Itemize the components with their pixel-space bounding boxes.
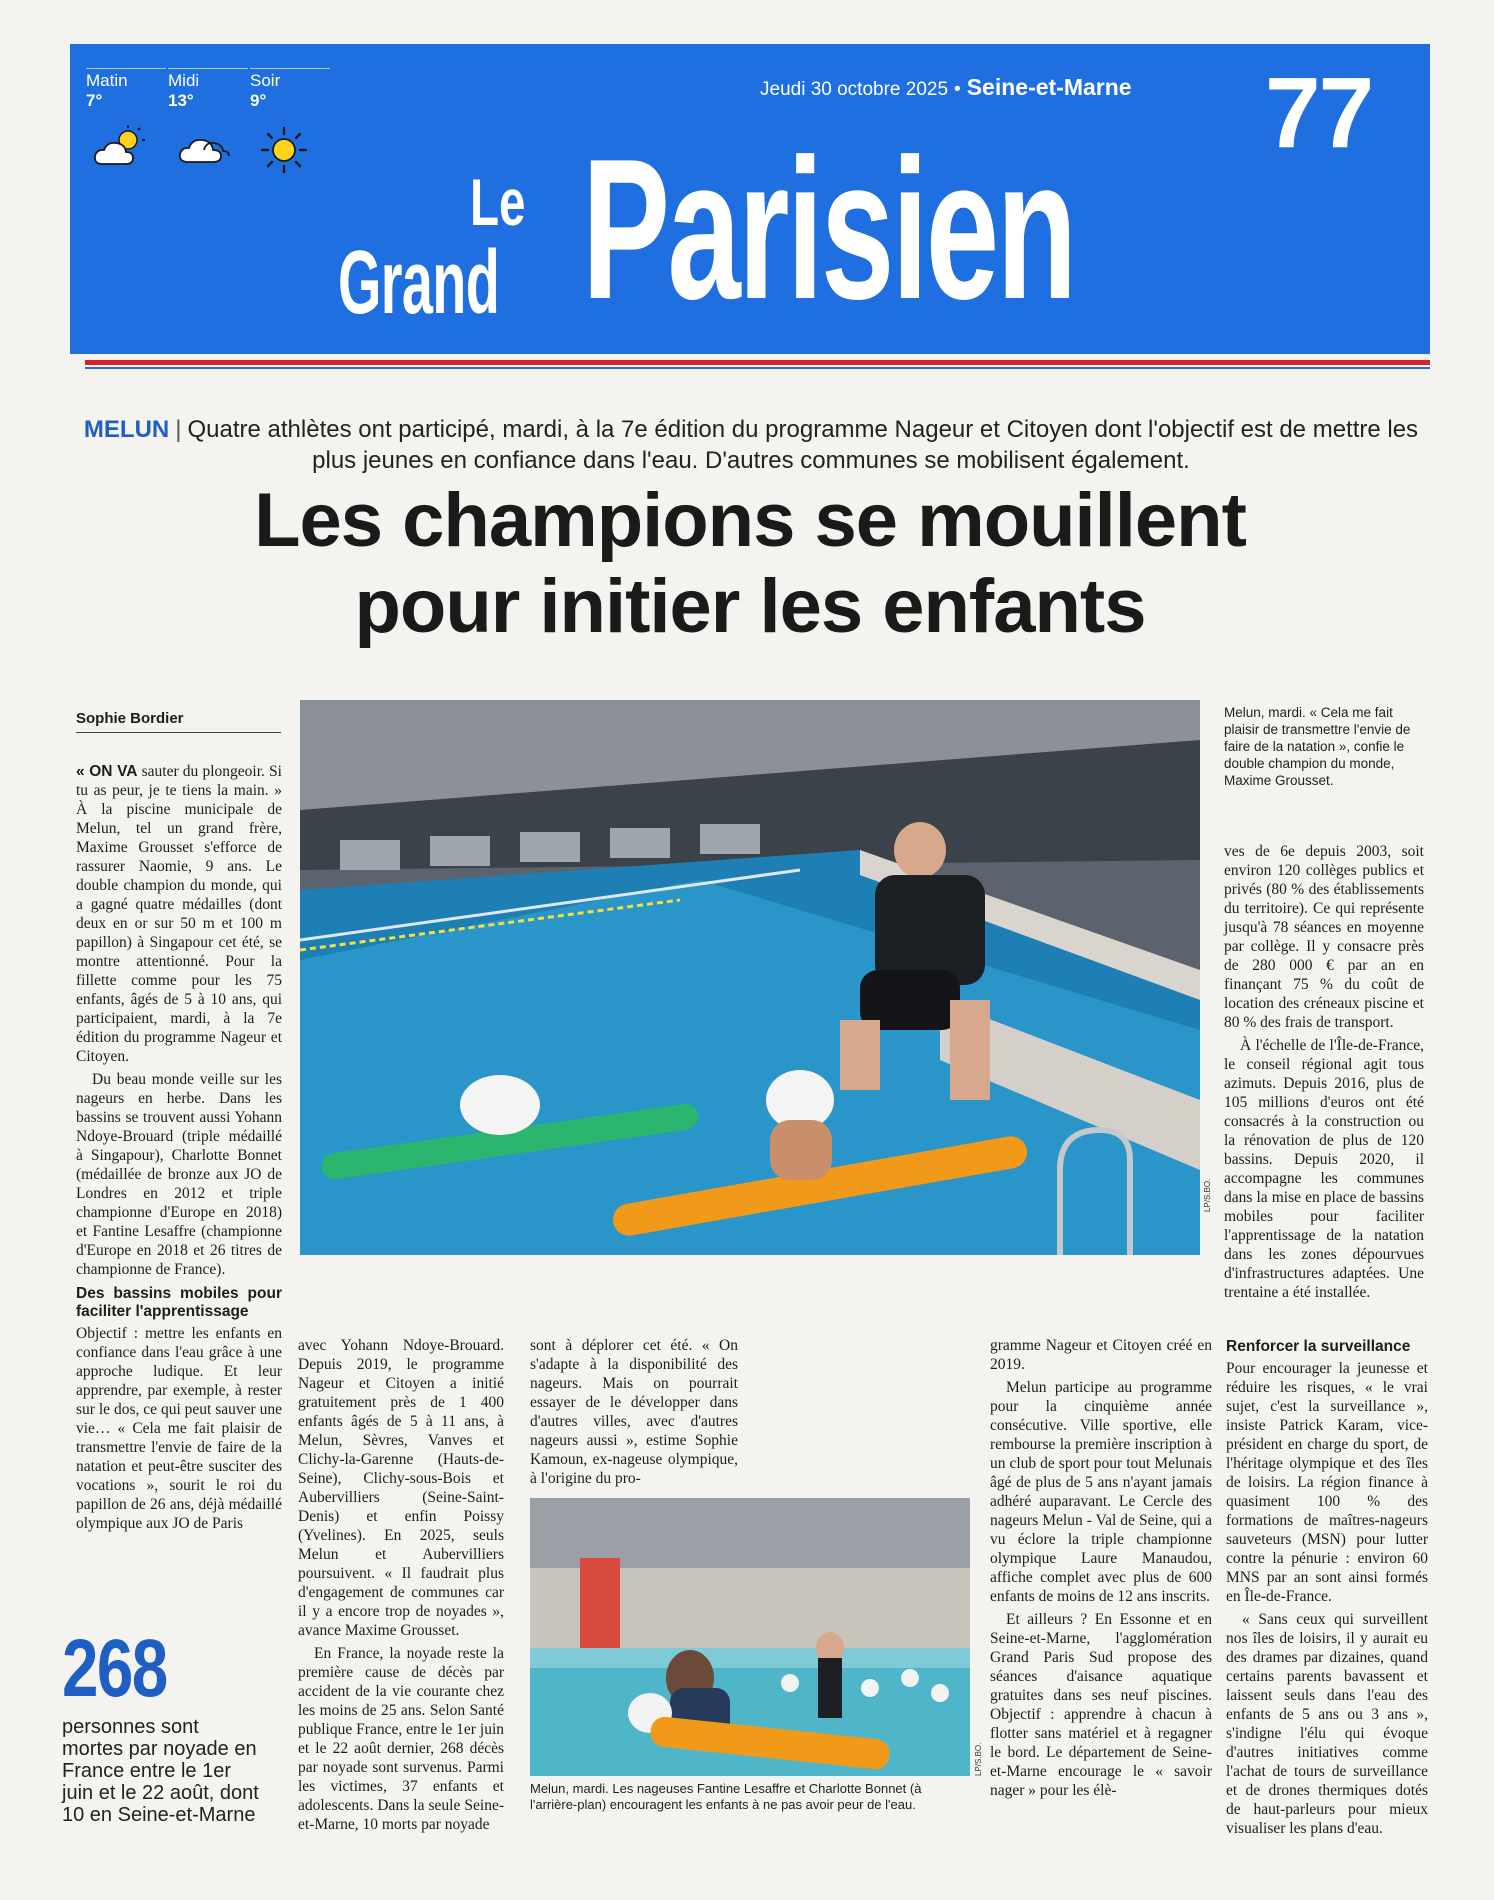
subhead: Renforcer la surveillance — [1226, 1338, 1411, 1355]
headline-line-2: pour initier les enfants — [354, 564, 1146, 649]
partly-cloudy-icon — [92, 124, 152, 174]
paragraph: Objectif : mettre les enfants en confiance dans l'eau grâce à une approche ludique. Et leur apprendre, par exemple, à rester sur le dos, ce qui peut sauver une vie… « Cela me fait plaisir de transmettre l'envie de faire de la natation et peut-être susciter des vocations », sourit le roi du papillon de 26 ans, déjà médaillé olympique aux JO de Paris — [76, 1325, 282, 1532]
paragraph: Pour encourager la jeunesse et réduire les risques, « le vrai sujet, c'est la surveillance », insiste Patrick Karam, vice-président en charge du sport, de l'héritage olympique et des îles de loisirs. La région finance à quasiment 100 % des formations de maîtres-nageurs sauveteurs (MSN) pour lutter contre la pénurie : environ 60 MNS par an sont ainsi formés en Île-de-France. — [1226, 1360, 1428, 1605]
article-column-5-top — [1224, 842, 1424, 1306]
cloud-icon — [174, 124, 234, 174]
paragraph: sont à déplorer cet été. « On s'adapte à la disponibilité des nageurs. Mais on pourrait essayer de le développer dans d'autres villes, avec d'autres nageurs aussi », estime Sophie Kamoun, ex-nageuse olympique, à l'origine du pro- — [530, 1337, 738, 1487]
weather-label: Soir — [250, 68, 330, 91]
article-column-4 — [990, 1336, 1212, 1804]
dateline-separator: • — [954, 79, 961, 100]
kicker-separator: | — [175, 416, 182, 443]
paragraph: Du beau monde veille sur les nageurs en herbe. Dans les bassins se trouvent aussi Yohann Ndoye-Brouard (triple médaillé à Singapour), Charlotte Bonnet (médaillée de bronze aux JO de Londres en 2012 et triple championne d'Europe en 2018) et Fantine Lesaffre (championne d'Europe en 2018 et 26 titres de championne de France). — [76, 1071, 282, 1278]
paragraph: ves de 6e depuis 2003, soit environ 120 collèges publics et privés (80 % des établissements du territoire). Ce qui représente jusqu'à 78 séances en moyenne par collège. Il y consacre près de 280 000 € par an en finançant 75 % du coût de location des créneaux piscine et 80 % des frais de transport. — [1224, 843, 1424, 1031]
weather-temp: 13° — [168, 91, 194, 110]
paragraph: En France, la noyade reste la première cause de décès par accident de la vie courante chez les moins de 25 ans. Selon Santé publique France, entre le 1er juin et le 22 août dernier, 268 décès par noyade sont survenus. Parmi les victimes, 37 enfants et adolescents. Dans la seule Seine-et-Marne, 10 morts par noyade — [298, 1645, 504, 1833]
weather-temp: 9° — [250, 91, 267, 110]
main-photo — [300, 700, 1200, 1255]
article-deck — [76, 414, 1426, 476]
weather-noon — [168, 68, 248, 188]
masthead-rule-red — [85, 360, 1430, 365]
dateline — [760, 74, 1330, 101]
logo-grand: Grand — [338, 233, 500, 333]
lead-in: « ON VA — [76, 763, 138, 780]
article-column-2 — [298, 1336, 504, 1838]
weather-temp: 7° — [86, 91, 103, 110]
article-column-3 — [530, 1336, 738, 1492]
paragraph: « Sans ceux qui surveillent nos îles de loisirs, il y aurait eu des drames par dizaines, quand certains parents bavassent et laissent seuls dans l'eau des enfants de 5 ans ou 3 ans », s'indigne l'élu qui évoque d'autres initiatives comme l'achat de tours de surveillance et de drones thermiques dotés de haut-parleurs pour mieux visualiser les plans d'eau. — [1226, 1611, 1428, 1837]
stat-number: 268 — [62, 1623, 167, 1714]
stat-text: personnes sont mortes par noyade en France entre le 1er juin et le 22 août, dont 10 en Seine-et-Marne — [62, 1716, 259, 1826]
logo-parisien: Parisien — [582, 118, 1075, 341]
masthead — [70, 44, 1430, 354]
pool-photo — [300, 700, 1200, 1255]
paragraph: gramme Nageur et Citoyen créé en 2019. — [990, 1337, 1212, 1373]
paragraph-text: sauter du plongeoir. Si tu as peur, je te tiens la main. » À la piscine municipale de Melun, tel un grand frère, Maxime Grousset s'efforce de rassurer Naomie, 9 ans. Le double champion du monde, qui a gagné quatre médailles (dont deux en or sur 50 m et 100 m papillon) à Singapour cet été, se montre attentionné. Pour la fillette comme pour les 75 enfants, âgés de 5 à 10 ans, qui participaient, mardi, à la 7e édition du programme Nageur et Citoyen. — [76, 763, 282, 1065]
paragraph: À l'échelle de l'Île-de-France, le conseil régional agit tous azimuts. Depuis 2016, plus de 105 millions d'euros ont été consacrés à la construction ou la rénovation de plus de 120 bassins. Depuis 2020, il accompagne les communes dans la mise en place de bassins mobiles pour faciliter l'apprentissage de la natation dans les zones dépourvues d'infrastructures adaptées. Une trentaine a été installée. — [1224, 1037, 1424, 1301]
article-column-5-bottom — [1226, 1332, 1428, 1842]
weather-label: Midi — [168, 68, 248, 91]
weather-morning — [86, 68, 166, 188]
weather-label: Matin — [86, 68, 166, 91]
second-photo — [530, 1498, 970, 1776]
article-column-1 — [76, 762, 282, 1537]
photo-caption: Melun, mardi. « Cela me fait plaisir de transmettre l'envie de faire de la natation », confie le double champion du monde, Maxime Grousset. — [1224, 705, 1411, 788]
photo-credit: LP/S.BO. — [974, 1742, 983, 1776]
deck-text: Quatre athlètes ont participé, mardi, à la 7e édition du programme Nageur et Citoyen dont l'objectif est de mettre les plus jeunes en confiance dans l'eau. D'autres communes se mobilisent également. — [187, 416, 1419, 474]
byline-rule — [76, 732, 281, 733]
paragraph: Melun participe au programme pour la cinquième année consécutive. Ville sportive, elle rembourse la première inscription à un club de sport pour tout Melunais âgé de plus de 5 ans n'ayant jamais adhéré auparavant. Le Cercle des nageurs Melun - Val de Seine, qui a vu éclore la triple championne olympique Laure Manaudou, affiche complet avec plus de 600 enfants de moins de 12 ans inscrits. — [990, 1379, 1212, 1605]
logo-le: Le — [470, 165, 526, 239]
sun-icon — [256, 124, 316, 178]
indoor-pool-photo — [530, 1498, 970, 1776]
photo-credit: LP/S.BO. — [1203, 1178, 1212, 1212]
department-number: 77 — [1265, 57, 1373, 169]
kicker: MELUN — [83, 416, 170, 443]
paragraph: avec Yohann Ndoye-Brouard. Depuis 2019, le programme Nageur et Citoyen a initié gratuitement près de 1 400 enfants âgés de 5 à 11 ans, à Melun, Sèvres, Vanves et Clichy-la-Garenne (Hauts-de-Seine), Clichy-sous-Bois et Aubervilliers (Seine-Saint-Denis) et enfin Poissy (Yvelines). En 2025, seuls Melun et Aubervilliers poursuivent. « Il faudrait plus d'engagement de communes car il y a encore trop de noyades », avance Maxime Grousset. — [298, 1337, 504, 1639]
photo-caption: Melun, mardi. Les nageuses Fantine Lesaffre et Charlotte Bonnet (à l'arrière-plan) encouragent les enfants à ne pas avoir peur de l'eau. — [530, 1781, 922, 1812]
weather-forecast — [86, 68, 336, 188]
headline-line-1: Les champions se mouillent — [254, 478, 1246, 563]
masthead-rule-blue — [85, 367, 1430, 369]
byline: Sophie Bordier — [76, 710, 184, 727]
issue-date: Jeudi 30 octobre 2025 — [760, 79, 949, 100]
paragraph — [76, 762, 282, 1066]
headline — [100, 478, 1400, 650]
subhead: Des bassins mobiles pour faciliter l'apprentissage — [76, 1285, 282, 1320]
weather-evening — [250, 68, 330, 188]
paragraph: Et ailleurs ? En Essonne et en Seine-et-Marne, l'agglomération Grand Paris Sud propose des séances d'aisance aquatique gratuites dans ses neuf piscines. Objectif : apprendre à chacun à flotter sans matériel et à regagner le bord. Le département de Seine-et-Marne encourage le « savoir nager » pour les élè- — [990, 1611, 1212, 1799]
edition-department: Seine-et-Marne — [966, 74, 1132, 100]
